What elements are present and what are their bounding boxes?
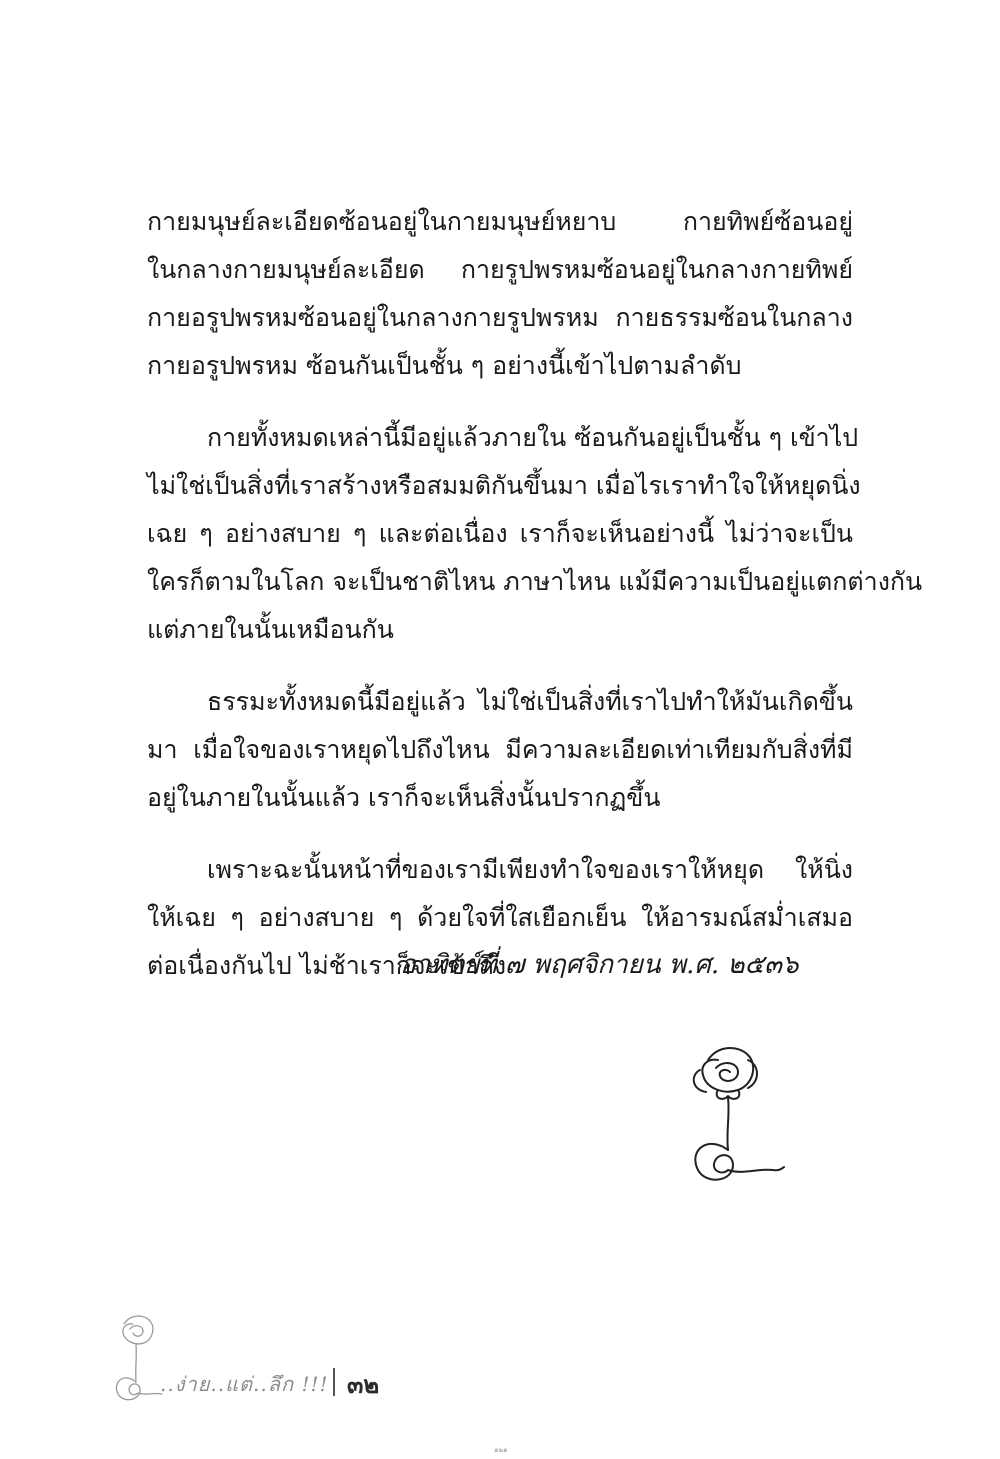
paragraph-1 bbox=[147, 198, 853, 390]
text-line: กายอรูปพรหม ซ้อนกันเป็นชั้น ๆ อย่างนี้เข้าไปตามลำดับ bbox=[147, 351, 742, 380]
print-mark: ๑๒๑ bbox=[494, 1446, 508, 1454]
text-line: เฉย ๆ อย่างสบาย ๆ และต่อเนื่อง เราก็จะเห็นอย่างนี้ ไม่ว่าจะเป็น bbox=[147, 519, 853, 548]
footer-tagline: ..ง่าย..แต่..ลึก !!! bbox=[160, 1372, 329, 1396]
dateline: อาทิตย์ที่ ๗ พฤศจิกายน พ.ศ. ๒๕๓๖ bbox=[400, 950, 799, 980]
text-line: อยู่ในภายในนั้นแล้ว เราก็จะเห็นสิ่งนั้นปรากฏขึ้น bbox=[147, 783, 661, 812]
page-number: ๓๒ bbox=[347, 1371, 380, 1399]
paragraph-2 bbox=[147, 414, 923, 654]
text-line: มา เมื่อใจของเราหยุดไปถึงไหน มีความละเอียดเท่าเทียมกับสิ่งที่มี bbox=[147, 735, 853, 764]
page-body bbox=[147, 198, 923, 1014]
footer-divider bbox=[333, 1368, 335, 1396]
text-line: เพราะฉะนั้นหน้าที่ของเรามีเพียงทำใจของเราให้หยุด ให้นิ่ง bbox=[207, 855, 853, 884]
text-line: กายมนุษย์ละเอียดซ้อนอยู่ในกายมนุษย์หยาบ กายทิพย์ซ้อนอยู่ bbox=[147, 207, 853, 236]
text-line: แต่ภายในนั้นเหมือนกัน bbox=[147, 615, 394, 644]
text-line: ธรรมะทั้งหมดนี้มีอยู่แล้ว ไม่ใช่เป็นสิ่งที่เราไปทำให้มันเกิดขึ้น bbox=[207, 687, 853, 716]
page-footer bbox=[110, 1310, 510, 1420]
paragraph-3 bbox=[147, 678, 853, 822]
rose-signature-icon bbox=[678, 1040, 788, 1200]
text-line: กายทั้งหมดเหล่านี้มีอยู่แล้วภายใน ซ้อนกันอยู่เป็นชั้น ๆ เข้าไป bbox=[207, 423, 859, 452]
text-line: ต่อเนื่องกันไป ไม่ช้าเราก็จะเข้าถึง bbox=[147, 951, 507, 980]
text-line: กายอรูปพรหมซ้อนอยู่ในกลางกายรูปพรหม กายธรรมซ้อนในกลาง bbox=[147, 303, 853, 332]
text-line: ให้เฉย ๆ อย่างสบาย ๆ ด้วยใจที่ใสเยือกเย็น ให้อารมณ์สม่ำเสมอ bbox=[147, 903, 853, 932]
text-line: ไม่ใช่เป็นสิ่งที่เราสร้างหรือสมมติกันขึ้นมา เมื่อไรเราทำใจให้หยุดนิ่ง bbox=[147, 471, 861, 500]
text-line: ใครก็ตามในโลก จะเป็นชาติไหน ภาษาไหน แม้มีความเป็นอยู่แตกต่างกัน bbox=[147, 567, 923, 596]
text-line: ในกลางกายมนุษย์ละเอียด กายรูปพรหมซ้อนอยู่ในกลางกายทิพย์ bbox=[147, 255, 853, 284]
